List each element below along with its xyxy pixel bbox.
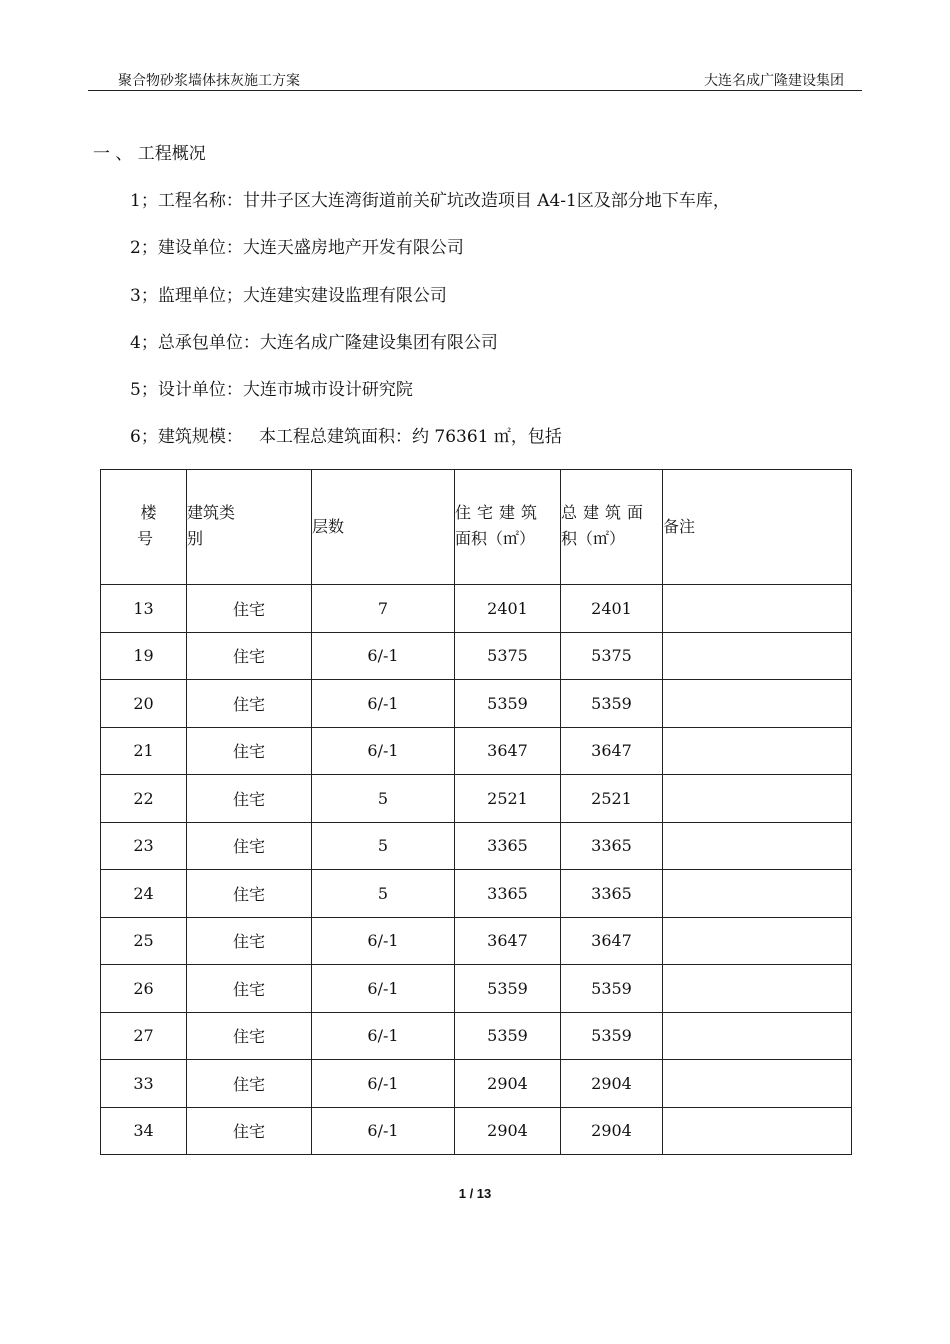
cell-remarks (663, 917, 852, 965)
cell-building-type: 住宅 (187, 632, 312, 680)
table-row (101, 822, 852, 870)
cell-remarks (663, 680, 852, 728)
cell-floors: 5 (312, 822, 455, 870)
cell-building-no: 27 (101, 1012, 187, 1060)
info-supervision-unit: 3；监理单位；大连建实建设监理有限公司 (130, 286, 447, 306)
cell-total-area: 2521 (561, 775, 663, 823)
table-row (101, 1012, 852, 1060)
cell-total-area: 5359 (561, 965, 663, 1013)
cell-residential-area: 2904 (455, 1107, 561, 1155)
info-project-name: 1；工程名称：甘井子区大连湾街道前关矿坑改造项目 A4-1区及部分地下车库， (130, 191, 730, 211)
table-header-row (101, 470, 852, 585)
cell-floors: 6/-1 (312, 680, 455, 728)
cell-total-area: 2401 (561, 585, 663, 633)
info-general-contractor: 4；总承包单位：大连名成广隆建设集团有限公司 (130, 333, 498, 353)
cell-remarks (663, 727, 852, 775)
cell-building-type: 住宅 (187, 1012, 312, 1060)
cell-building-type: 住宅 (187, 917, 312, 965)
cell-remarks (663, 632, 852, 680)
cell-floors: 6/-1 (312, 917, 455, 965)
cell-floors: 7 (312, 585, 455, 633)
cell-total-area: 2904 (561, 1107, 663, 1155)
cell-building-type: 住宅 (187, 1060, 312, 1108)
cell-building-no: 26 (101, 965, 187, 1013)
cell-total-area: 3647 (561, 917, 663, 965)
cell-building-no: 33 (101, 1060, 187, 1108)
cell-floors: 5 (312, 775, 455, 823)
cell-building-no: 20 (101, 680, 187, 728)
cell-building-no: 19 (101, 632, 187, 680)
cell-floors: 6/-1 (312, 1060, 455, 1108)
cell-building-no: 24 (101, 870, 187, 918)
cell-building-no: 25 (101, 917, 187, 965)
cell-residential-area: 2904 (455, 1060, 561, 1108)
info-design-unit: 5；设计单位：大连市城市设计研究院 (130, 380, 413, 400)
cell-remarks (663, 1012, 852, 1060)
page-header (88, 66, 862, 91)
cell-total-area: 2904 (561, 1060, 663, 1108)
page-number: 1 / 13 (458, 1186, 492, 1201)
cell-remarks (663, 1060, 852, 1108)
cell-residential-area: 3365 (455, 822, 561, 870)
cell-building-no: 13 (101, 585, 187, 633)
table-row (101, 727, 852, 775)
cell-total-area: 3647 (561, 727, 663, 775)
cell-building-type: 住宅 (187, 585, 312, 633)
cell-building-type: 住宅 (187, 1107, 312, 1155)
cell-remarks (663, 585, 852, 633)
cell-residential-area: 3647 (455, 727, 561, 775)
cell-building-no: 23 (101, 822, 187, 870)
cell-total-area: 5359 (561, 680, 663, 728)
cell-building-type: 住宅 (187, 680, 312, 728)
cell-building-no: 22 (101, 775, 187, 823)
cell-remarks (663, 870, 852, 918)
table-row (101, 585, 852, 633)
cell-building-type: 住宅 (187, 727, 312, 775)
header-residential-area: 住宅建筑 面积（㎡） (455, 470, 561, 585)
table-row (101, 775, 852, 823)
cell-residential-area: 5359 (455, 965, 561, 1013)
cell-residential-area: 5375 (455, 632, 561, 680)
table-row (101, 1060, 852, 1108)
cell-building-no: 21 (101, 727, 187, 775)
header-company: 大连名成广隆建设集团 (704, 73, 844, 89)
cell-total-area: 5375 (561, 632, 663, 680)
cell-floors: 6/-1 (312, 965, 455, 1013)
cell-building-type: 住宅 (187, 965, 312, 1013)
cell-residential-area: 2521 (455, 775, 561, 823)
cell-residential-area: 2401 (455, 585, 561, 633)
cell-remarks (663, 965, 852, 1013)
table-row (101, 870, 852, 918)
table-row (101, 1107, 852, 1155)
cell-total-area: 5359 (561, 1012, 663, 1060)
section-title: 一 、 工程概况 (93, 144, 206, 164)
cell-remarks (663, 775, 852, 823)
table-row (101, 917, 852, 965)
cell-residential-area: 5359 (455, 680, 561, 728)
header-remarks: 备注 (663, 470, 852, 585)
cell-floors: 6/-1 (312, 632, 455, 680)
buildings-table (100, 469, 852, 1155)
header-building-no: 楼 号 (101, 470, 187, 585)
cell-remarks (663, 822, 852, 870)
cell-residential-area: 5359 (455, 1012, 561, 1060)
cell-floors: 6/-1 (312, 1107, 455, 1155)
cell-total-area: 3365 (561, 870, 663, 918)
info-construction-unit: 2；建设单位：大连天盛房地产开发有限公司 (130, 238, 464, 258)
cell-total-area: 3365 (561, 822, 663, 870)
table-row (101, 632, 852, 680)
table-row (101, 680, 852, 728)
info-building-scale: 6；建筑规模： 本工程总建筑面积：约 76361 ㎡，包括 (130, 427, 562, 447)
cell-building-no: 34 (101, 1107, 187, 1155)
cell-building-type: 住宅 (187, 870, 312, 918)
cell-building-type: 住宅 (187, 822, 312, 870)
header-building-type: 建筑类 别 (187, 470, 312, 585)
cell-floors: 6/-1 (312, 727, 455, 775)
table-row (101, 965, 852, 1013)
cell-residential-area: 3365 (455, 870, 561, 918)
header-floors: 层数 (312, 470, 455, 585)
cell-residential-area: 3647 (455, 917, 561, 965)
header-doc-title: 聚合物砂浆墙体抹灰施工方案 (118, 73, 300, 89)
cell-building-type: 住宅 (187, 775, 312, 823)
cell-floors: 6/-1 (312, 1012, 455, 1060)
cell-floors: 5 (312, 870, 455, 918)
cell-remarks (663, 1107, 852, 1155)
header-total-area: 总建筑面 积（㎡） (561, 470, 663, 585)
